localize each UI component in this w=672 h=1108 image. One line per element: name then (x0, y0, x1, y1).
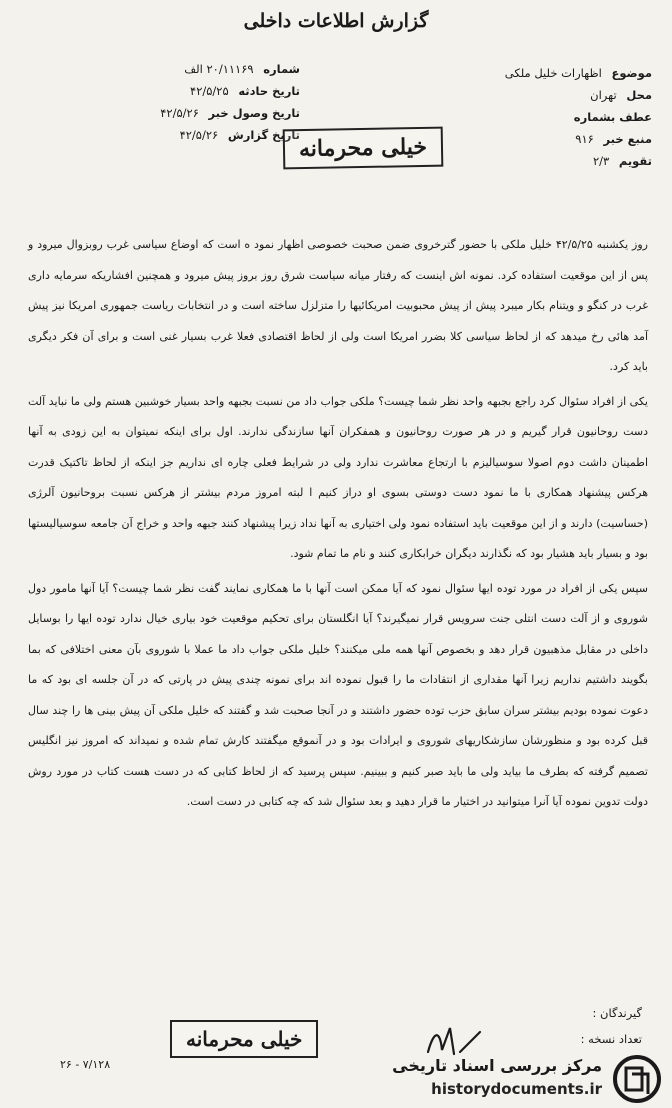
recipients-label: گیرندگان : (592, 1006, 642, 1020)
event-date-row (70, 80, 300, 102)
classification-stamp-bottom: خیلی محرمانه (170, 1020, 318, 1058)
watermark-url: historydocuments.ir (431, 1080, 602, 1098)
body-paragraph-3: سپس یکی از افراد در مورد توده ایها سئوال نمود که آیا ممکن است آنها با ما همکاری نمایند گفت نظر شما چیست؟ آیا آنها مامور دول شوروی و از آلت دست انتلی جنت سرویس قرار نمیگیرند؟ آیا انگلستان برای تحکیم موقعیت خود بیاری خیال ندارد توده ایها را بوسایل داخلی در مقابل مذهبیون قرار دهد و بخصوص آنها همه ملی میکنند؟ خلیل ملکی جواب داد ما عملا با شوروی بآن معنی اختلافی که بما بگویند داشتیم نداریم زیرا آنها مقداری از انتقادات ما را قبول نموده اند برای نمونه چندی پیش در پارتی که در آن جلسه ای بود که ما دعوت نموده بودیم بیشتر سران سابق حزب توده حضور داشتند و در آنجا صحبت شد و گفتند که خلیل ملکی آن پیش بینی ها را چند سال قبل کرده بود و منظورشان سازشکاریهای شوروی و ایرادات بود و در آنموقع میگفتند کارش تمام شده و نمیداند که امروز نیز انگلیس تصمیم گرفته که بطرف ما بیاید ولی ما باید صبر کنیم و ببینیم. سپس پرسید که از لحاظ کتابی که در دست هست کتاب در مورد روش دولت تدوین نموده آیا آنرا میتوانید در اختیار ما قرار دهید و بعد سئوال شد که چه کتابی در دست است. (28, 581, 648, 808)
location-label: محل (626, 88, 652, 102)
archive-logo-icon (612, 1054, 662, 1104)
report-body (28, 230, 648, 822)
classification-stamp-top: خیلی محرمانه (283, 127, 444, 170)
event-date-value: ۴۲/۵/۲۵ (190, 84, 229, 98)
received-date-value: ۴۲/۵/۲۶ (160, 106, 199, 120)
document-code: ۲۶ - ۷/۱۲۸ (60, 1058, 111, 1071)
ref-row (402, 106, 652, 128)
subject-value: اظهارات خلیل ملکی (504, 66, 602, 80)
watermark-org-name: مرکز بررسی اسناد تاریخی (392, 1056, 602, 1075)
received-date-row (70, 102, 300, 124)
report-date-value: ۴۲/۵/۲۶ (179, 128, 219, 142)
body-paragraph-2: یکی از افراد سئوال کرد راجع بجبهه واحد نظر شما چیست؟ ملکی جواب داد من نسبت بجبهه واحد بسیار خوشبین هستم ولی ما نباید آلت دست روحانیون قرار گیریم و در هر صورت روحانیون و همفکران آنها سازندگی ندارند. اول برای اینکه نمیتوان به این زودی به آنها اطمینان داشت دوم اصولا سوسیالیزم با ارتجاع معاشرت ندارد ولی در شرایط فعلی چاره ای نداریم جز اینکه از لحاظ تاکتیک قدرت هرکس پیشنهاد همکاری با ما نمود دست دوستی بسوی او دراز کنیم ا لبته امروز مردم بیشتر از هرکس نسبت بروحانیون آلرژی (حساسیت) دارند و از این موقعیت باید استفاده نمود ولی اختیاری به آنها نداد زیرا پیشنهاد کنند جبهه واحد و خراج آن جامعه سوسیالیستها بود و بسیار باید هشیار بود که نگذارند دیگران خرابکاری کنند و نام ما تمام شود. (28, 394, 648, 560)
location-row (402, 84, 652, 106)
ref-label: عطف بشماره (573, 110, 652, 124)
event-date-label: تاریخ حادثه (238, 84, 300, 98)
copies-label: تعداد نسخه : (580, 1032, 642, 1046)
rating-label: تقویم (618, 154, 652, 168)
received-date-label: تاریخ وصول خبر (208, 106, 300, 120)
rating-value: ۲/۳ (592, 154, 610, 168)
archive-watermark (380, 1052, 672, 1108)
number-label: شماره (263, 62, 300, 76)
subject-row (402, 62, 652, 84)
header-left-fields (70, 58, 300, 146)
document-title: گزارش اطلاعات داخلی (243, 10, 429, 32)
source-label: منبع خبر (603, 132, 652, 146)
subject-label: موضوع (611, 66, 652, 80)
body-paragraph-1: روز یکشنبه ۴۲/۵/۲۵ خلیل ملکی با حضور گترخروی ضمن صحبت خصوصی اظهار نمود ه است که اوضاع سیاسی غرب روبزوال میرود و پس از این موقعیت استفاده کرد. نمونه اش اینست که رفتار میانه سیاست شرق روز بروز پیش میرود و همچنین افشاریکه سرمایه داری غرب در کنگو و ویتنام بکار میبرد پیش از پیش محبوبیت امریکائیها را متزلزل ساخته است و در انتخابات ریاست جمهوری امریکا نیز پیش آمد هائی رخ میدهد که از لحاظ سیاسی کلا بضرر امریکا است ولی از لحاظ اقتصادی فعلا غرب بسیار غنی است و برای آن فکر دیگری باید کرد. (28, 238, 648, 373)
report-date-row (70, 124, 300, 146)
number-row (70, 58, 300, 80)
report-date-label: تاریخ گزارش (227, 128, 300, 142)
source-value: ۹۱۶ (575, 132, 594, 146)
location-value: تهران (590, 88, 617, 102)
number-value: ۲۰/۱۱۱۶۹ الف (184, 62, 254, 76)
